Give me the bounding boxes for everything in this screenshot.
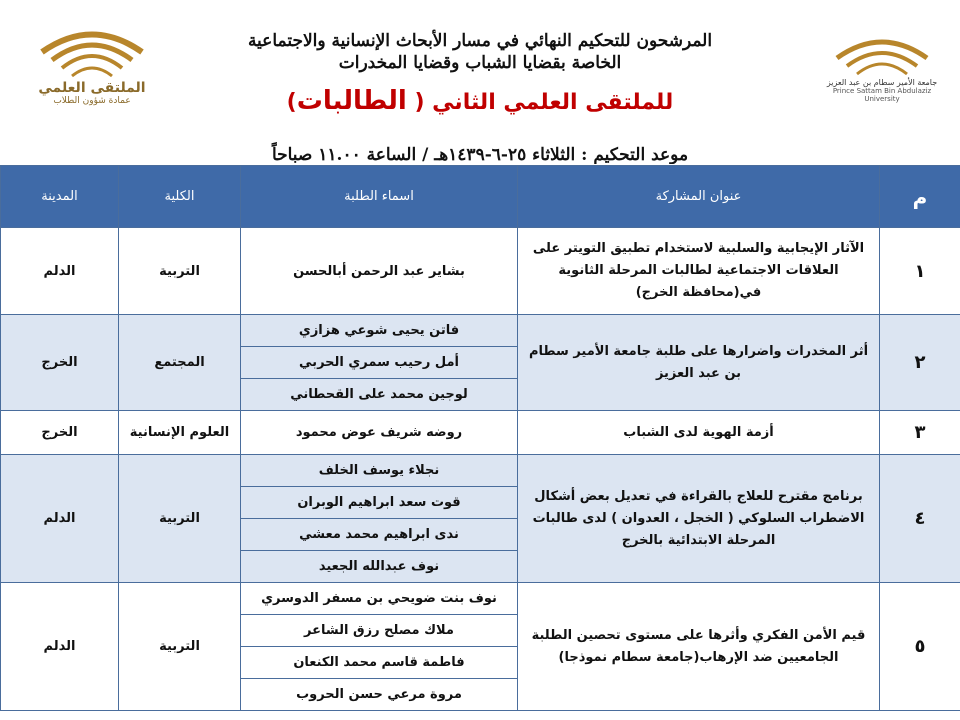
table-row [1,315,960,347]
title-line-1: المرشحون للتحكيم النهائي في مسار الأبحاث الإنسانية والاجتماعية [247,31,713,51]
university-name: جامعة الأمير سطام بن عبد العزيز [826,78,938,87]
page-title [170,30,790,74]
schedule-text: موعد التحكيم : الثلاثاء ٢٥-٦-١٤٣٩هـ / الساعة ١١.٠٠ صباحاً [271,145,689,164]
student-name: ندى ابراهيم محمد معشي [241,519,518,551]
row-num: ٣ [880,411,960,455]
student-name: لوجين محمد على القحطاني [241,379,518,411]
subtitle-paren-open: ( [414,90,425,115]
row-num: ٢ [880,315,960,411]
subtitle-paren-close: ) [286,90,297,115]
student-name: مروة مرعي حسن الحروب [241,679,518,711]
title-line-2: الخاصة بقضايا الشباب وقضايا المخدرات [338,53,622,73]
open-book-logo-icon [22,22,162,84]
university-logo [822,30,942,120]
row-city: الدلم [1,583,119,711]
candidates-table [0,165,960,711]
student-name: قوت سعد ابراهيم الوبران [241,487,518,519]
table-header-row [1,166,960,228]
row-city: الخرج [1,315,119,411]
row-college: التربية [119,455,241,583]
student-name: بشاير عبد الرحمن أبالحسن [241,228,518,315]
row-title: برنامج مقترح للعلاج بالقراءة في تعديل بعض أشكال الاضطراب السلوكي ( الخجل ، العدوان ) لدى طالبات المرحلة الابتدائية بالخرج [518,455,880,583]
logo-title: الملتقى العلمي [38,80,146,96]
university-name-en: Prince Sattam Bin Abdulaziz University [832,87,932,103]
header-college: الكلية [119,166,241,228]
row-city: الخرج [1,411,119,455]
university-emblem-icon [822,30,942,82]
header-city: المدينة [1,166,119,228]
row-college: التربية [119,228,241,315]
student-name: أمل رحيب سمري الحربي [241,347,518,379]
row-college: العلوم الإنسانية [119,411,241,455]
row-title: قيم الأمن الفكري وأثرها على مستوى تحصين الطلبة الجامعيين ضد الإرهاب(جامعة سطام نموذجا) [518,583,880,711]
row-num: ١ [880,228,960,315]
table-row [1,583,960,615]
logo-subtitle: عمادة شؤون الطلاب [53,96,131,106]
table-row [1,411,960,455]
student-name: فاطمة قاسم محمد الكنعان [241,647,518,679]
header-title: عنوان المشاركة [518,166,880,228]
row-college: التربية [119,583,241,711]
row-title: أزمة الهوية لدى الشباب [518,411,880,455]
row-college: المجتمع [119,315,241,411]
subtitle-main: للملتقى العلمي الثاني [432,90,674,115]
student-name: نجلاء يوسف الخلف [241,455,518,487]
student-name: روضه شريف عوض محمود [241,411,518,455]
subtitle-highlight: الطالبات [296,86,407,116]
header-names: اسماء الطلبة [241,166,518,228]
table-row [1,455,960,487]
student-name: ملاك مصلح رزق الشاعر [241,615,518,647]
student-name: فاتن يحيى شوعي هزازي [241,315,518,347]
student-name: نوف بنت ضويحي بن مسفر الدوسري [241,583,518,615]
header-num: م [880,166,960,228]
student-name: نوف عبدالله الجعيد [241,551,518,583]
table-row [1,228,960,315]
multaqa-logo [22,22,162,122]
row-city: الدلم [1,455,119,583]
row-num: ٥ [880,583,960,711]
row-num: ٤ [880,455,960,583]
row-city: الدلم [1,228,119,315]
row-title: أثر المخدرات واضرارها على طلبة جامعة الأمير سطام بن عبد العزيز [518,315,880,411]
row-title: الآثار الإيجابية والسلبية لاستخدام تطبيق التويتر على العلاقات الاجتماعية لطالبات المرحلة الثانوية في(محافظة الخرج) [518,228,880,315]
page-subtitle [150,86,810,118]
